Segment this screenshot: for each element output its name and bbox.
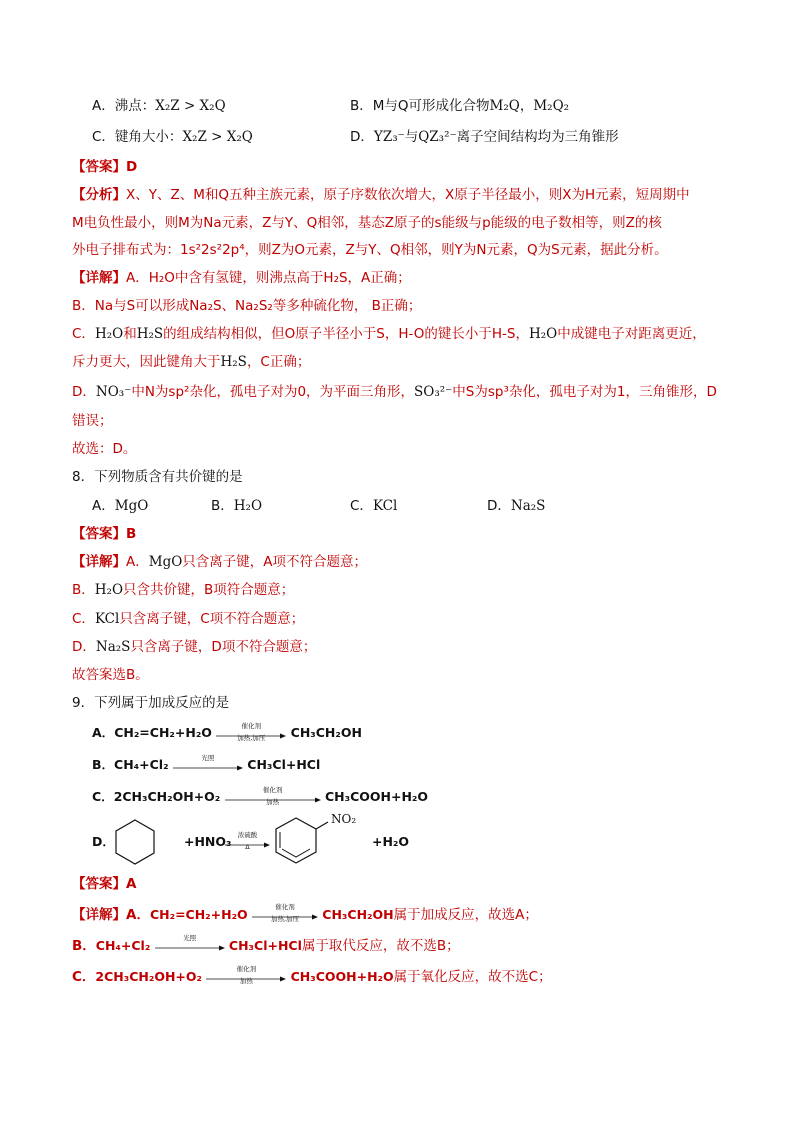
arrow-condition-top: 光照	[183, 934, 197, 942]
detail-prefix: D．	[72, 639, 96, 655]
arrow-condition-bottom: Δ	[245, 842, 250, 851]
arrow-condition-top: 催化剂	[241, 721, 262, 730]
products: CH₃Cl+HCl	[247, 757, 321, 772]
option-letter: C．	[92, 789, 114, 804]
reaction-arrow	[173, 753, 243, 776]
q7-answer	[72, 157, 137, 177]
formula-h2o: H₂O	[94, 582, 124, 598]
analysis-text: X、Y、Z、M和Q五种主族元素，原子序数依次增大，X原子半径最小，则X为H元素，短周期中	[126, 187, 690, 203]
detail-c-end: 中成键电子对距离更近，	[557, 326, 706, 342]
nitrobenzene-icon	[272, 814, 336, 866]
formula-h2o: H₂O	[528, 326, 558, 342]
detail-c2-text: ，C正确；	[246, 354, 311, 370]
arrow-condition-bottom: 加热	[266, 797, 280, 806]
formula-no3: NO₃⁻	[95, 384, 132, 400]
arrow-condition-bottom: 加热	[239, 977, 253, 985]
q8-option-d	[487, 496, 545, 516]
q7-detail-d2: 错误；	[72, 413, 113, 429]
q9-stem: 9．下列属于加成反应的是	[72, 695, 230, 711]
q7-detail-b: B．Na与S可以形成Na₂S、Na₂S₂等多种硫化物， B正确；	[72, 298, 422, 314]
q7-detail-c1	[72, 324, 706, 344]
option-formula: KCl	[372, 498, 398, 514]
option-letter: D．	[487, 498, 511, 514]
detail-d-mid: 中N为sp²杂化，孤电子对为0，为平面三角形，	[131, 384, 415, 400]
reactants: CH₂=CH₂+H₂O	[149, 907, 248, 922]
q9-option-d-arrow-wrap	[225, 832, 270, 853]
formula-so3: SO₃²⁻	[414, 384, 453, 400]
q8-option-b	[211, 496, 262, 516]
option-letter: A．	[92, 725, 115, 740]
detail-prefix: B．	[72, 582, 95, 598]
q9-option-c	[92, 787, 428, 808]
detail-d-prefix: D．	[72, 384, 96, 400]
detail-label: 【详解】	[72, 907, 126, 923]
q9-option-a	[92, 723, 362, 744]
q7-option-d-formula: YZ₃⁻与QZ₃²⁻	[373, 129, 457, 145]
q8-answer	[72, 524, 136, 544]
arrow-condition-top: 催化剂	[275, 903, 295, 911]
detail-label: 【详解】	[72, 554, 126, 570]
detail-text: 属于氧化反应，故不选C；	[393, 969, 552, 985]
formula-mgo: MgO	[148, 554, 183, 570]
detail-prefix: C．	[72, 969, 96, 985]
option-letter: B．	[211, 498, 234, 514]
q8-option-a	[92, 496, 148, 516]
detail-text: A．H₂O中含有氢键，则沸点高于H₂S，A正确；	[126, 270, 411, 286]
arrow-condition-top: 催化剂	[262, 785, 283, 794]
arrow-condition-bottom: 加热,加压	[237, 733, 266, 742]
detail-text: 只含离子键，A项不符合题意；	[182, 554, 368, 570]
q7-option-a-formula: X₂Z > X₂Q	[155, 98, 226, 114]
detail-label: 【详解】	[72, 270, 126, 286]
q9-option-d-product: +H₂O	[372, 834, 410, 849]
option-letter: B．	[92, 757, 115, 772]
detail-prefix: C．	[72, 611, 95, 627]
answer-value: B	[126, 526, 137, 542]
products: CH₃COOH+H₂O	[325, 789, 429, 804]
products: CH₃Cl+HCl	[228, 938, 302, 953]
answer-label: 【答案】	[72, 876, 126, 892]
detail-c2-prefix: 斥力更大，因此键角大于	[72, 354, 221, 370]
detail-c-text: 的组成结构相似，但O原子半径小于S，H-O的键长小于H-S，	[163, 326, 529, 342]
q8-detail-c	[72, 609, 304, 629]
reactants: CH₂=CH₂+H₂O	[114, 725, 212, 740]
reactants: 2CH₃CH₂OH+O₂	[95, 969, 203, 984]
q7-option-c-formula: X₂Z > X₂Q	[182, 129, 253, 145]
arrow-condition-top: 光照	[201, 753, 215, 762]
answer-label: 【答案】	[72, 526, 126, 542]
answer-value: A	[126, 876, 137, 892]
arrow-condition-bottom: 加热,加压	[270, 915, 300, 923]
q8-detail-a	[72, 552, 367, 572]
detail-text: 只含离子键，D项不符合题意；	[130, 639, 317, 655]
q9-detail-a	[72, 905, 538, 925]
products: CH₃CH₂OH	[290, 725, 362, 740]
q7-detail-c2	[72, 352, 310, 372]
detail-text: 属于加成反应，故选A；	[393, 907, 538, 923]
q7-option-a-label: A．沸点：	[92, 98, 156, 114]
q7-option-b-label: B．M与Q可形成化合物	[350, 98, 490, 114]
q7-option-a	[92, 96, 226, 116]
formula-h2s: H₂S	[136, 326, 164, 342]
reactants: CH₄+Cl₂	[114, 757, 169, 772]
reactants: 2CH₃CH₂OH+O₂	[113, 789, 221, 804]
detail-text: 只含离子键，C项不符合题意；	[119, 611, 305, 627]
option-letter: A．	[92, 498, 115, 514]
reaction-arrow	[155, 936, 225, 956]
detail-d-text: 中S为sp³杂化，孤电子对为1，三角锥形，D	[452, 384, 717, 400]
arrow-icon	[155, 945, 225, 951]
option-formula: H₂O	[233, 498, 263, 514]
formula-h2s: H₂S	[220, 354, 247, 370]
q7-option-c	[92, 127, 253, 147]
q8-option-c	[350, 496, 397, 516]
q8-detail-b	[72, 580, 294, 600]
q8-conclusion: 故答案选B。	[72, 667, 149, 683]
reaction-arrow	[252, 905, 318, 925]
nitro-group-label: NO₂	[331, 812, 357, 826]
q9-answer	[72, 874, 136, 894]
formula-kcl: KCl	[94, 611, 120, 627]
q9-detail-b	[72, 936, 460, 956]
q9-detail-c	[72, 967, 552, 987]
option-formula: MgO	[114, 498, 149, 514]
q7-analysis-line1	[72, 185, 690, 205]
products: CH₃COOH+H₂O	[290, 969, 394, 984]
q9-option-d-reagent: +HNO₃	[184, 834, 232, 849]
q7-analysis-line2: M电负性最小，则M为Na元素，Z与Y、Q相邻，基态Z原子的s能级与p能级的电子数相等，则Z的核	[72, 215, 662, 231]
q7-analysis-line3: 外电子排布式为：1s²2s²2p⁴，则Z为O元素，Z与Y、Q相邻，则Y为N元素，Q为S元素，据此分析。	[72, 242, 668, 258]
detail-text: 只含共价键，B项符合题意；	[123, 582, 295, 598]
detail-prefix: A．	[126, 907, 150, 923]
option-letter: C．	[350, 498, 373, 514]
detail-c-mid: 和	[123, 326, 137, 342]
reactants: CH₄+Cl₂	[95, 938, 151, 953]
q7-option-d-label: D．	[350, 129, 374, 145]
formula-h2o: H₂O	[94, 326, 124, 342]
q8-stem: 8．下列物质含有共价键的是	[72, 469, 243, 485]
answer-value: D	[126, 159, 138, 175]
q7-option-d-text: 离子空间结构均为三角锥形	[456, 129, 619, 145]
option-formula: Na₂S	[510, 498, 546, 514]
arrow-condition-top: 催化剂	[236, 965, 257, 973]
q7-option-b	[350, 96, 569, 116]
q7-conclusion: 故选：D。	[72, 441, 137, 457]
formula-na2s: Na₂S	[95, 639, 131, 655]
benzene-ring-icon	[112, 818, 158, 866]
q9-option-b	[92, 755, 320, 776]
arrow-condition-top: 浓硫酸	[237, 830, 258, 839]
reaction-arrow	[206, 967, 286, 987]
q7-option-c-label: C．键角大小：	[92, 129, 183, 145]
arrow-icon	[173, 765, 243, 771]
reaction-arrow	[225, 785, 321, 808]
q8-detail-d	[72, 637, 316, 657]
answer-label: 【答案】	[72, 159, 126, 175]
products: CH₃CH₂OH	[322, 907, 394, 922]
detail-prefix: A．	[126, 554, 149, 570]
detail-text: 属于取代反应，故不选B；	[301, 938, 460, 954]
detail-c-prefix: C．	[72, 326, 95, 342]
analysis-label: 【分析】	[72, 187, 126, 203]
q7-option-d	[350, 127, 619, 147]
reaction-arrow	[225, 830, 270, 853]
q7-option-b-formula: M₂Q，M₂Q₂	[489, 98, 570, 114]
reaction-arrow	[216, 721, 286, 744]
q9-option-d-letter: D．	[92, 834, 115, 849]
q7-detail-d1	[72, 382, 717, 402]
q7-detail-a	[72, 268, 411, 288]
detail-prefix: B．	[72, 938, 96, 954]
